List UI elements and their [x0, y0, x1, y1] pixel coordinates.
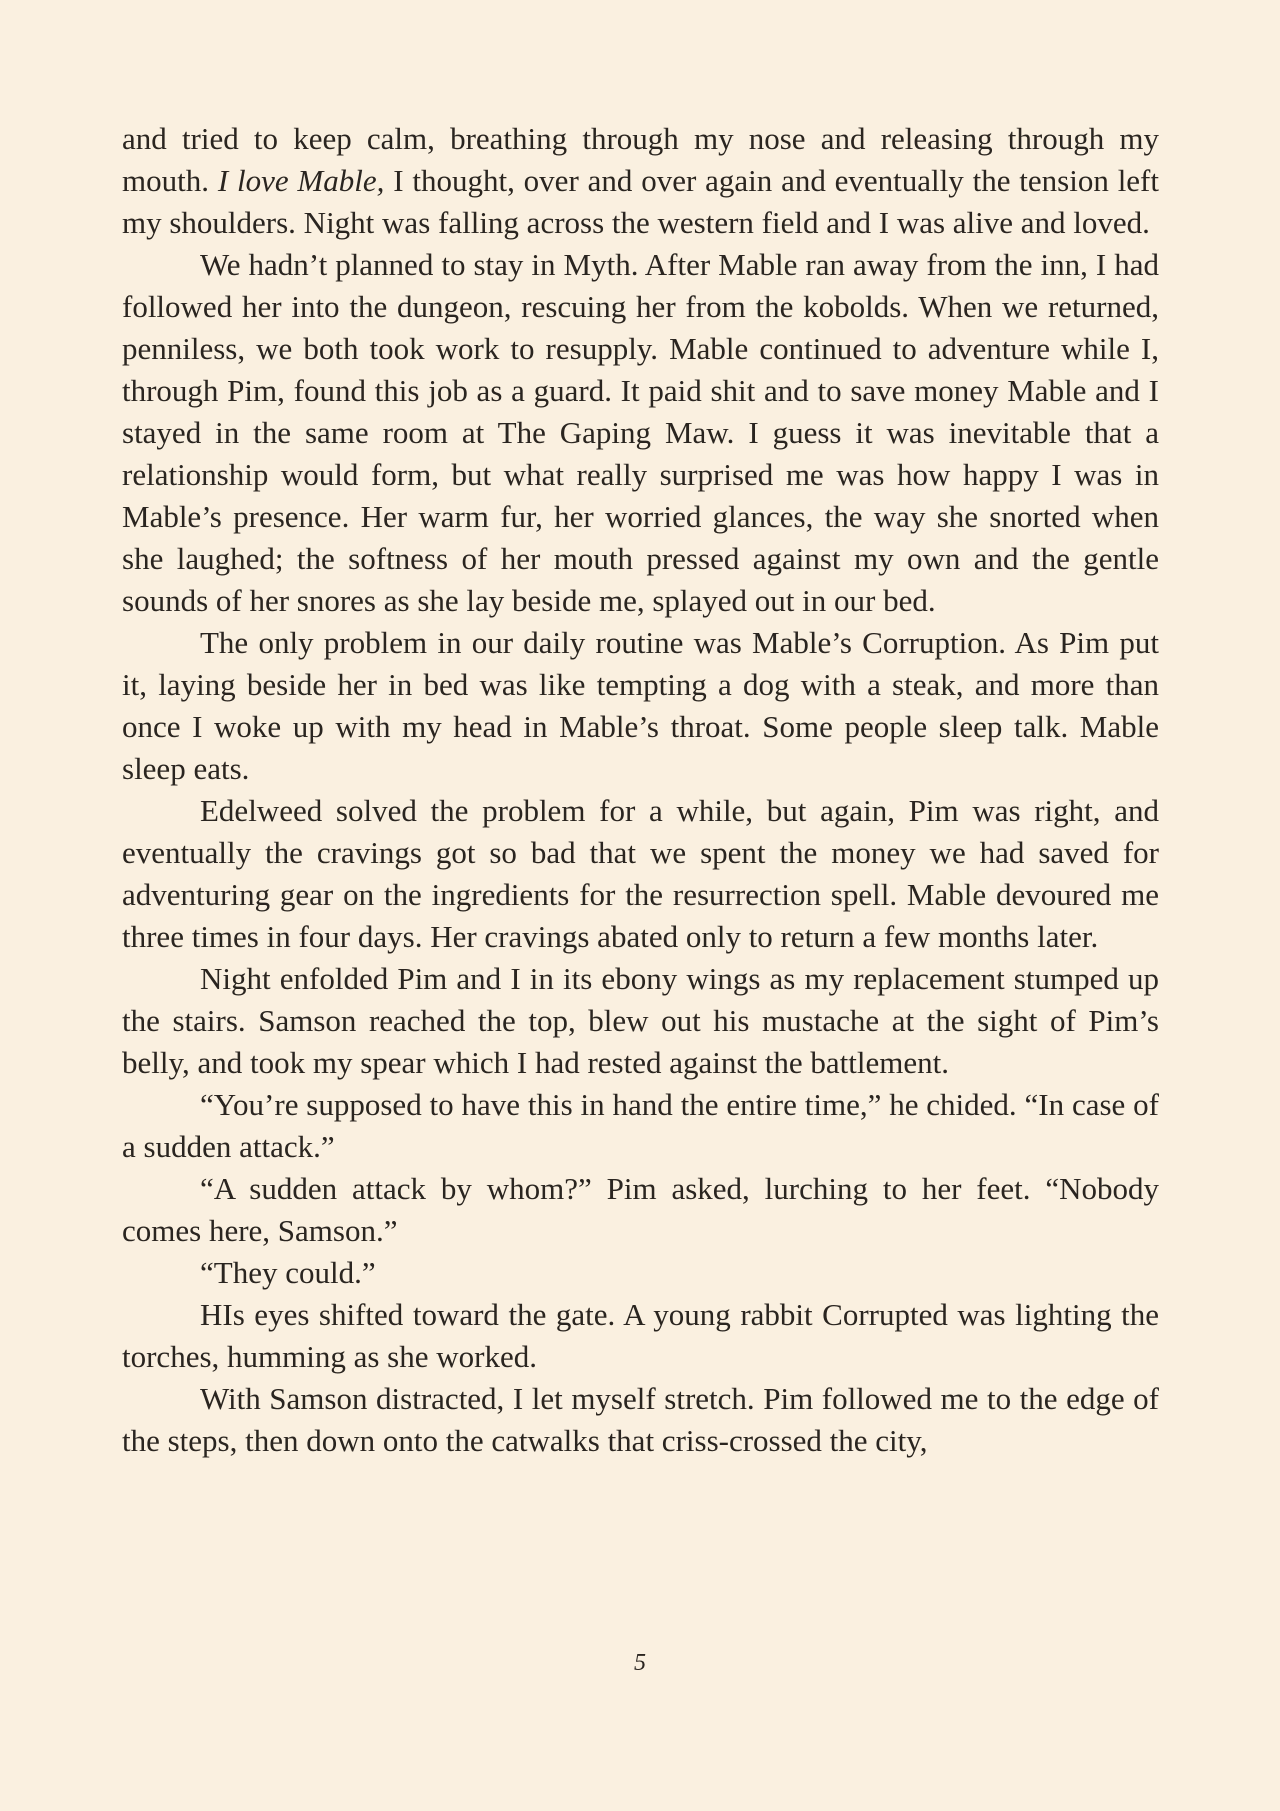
paragraph-text: Night enfolded Pim and I in its ebony wings as my replacement stumped up the stairs. Samson reached the top, blew out his mustache at the sight of Pim’s belly, and took my spear which I had rested against the battlement. [122, 961, 1159, 1080]
paragraph [122, 790, 1159, 958]
paragraph-text: I thought, over and over again and eventually the tension left my shoulders. Night was falling across the western field and I was alive and loved. [122, 163, 1159, 240]
body-text [122, 118, 1159, 1462]
paragraph [122, 1378, 1159, 1462]
paragraph [122, 1168, 1159, 1252]
paragraph-text: HIs eyes shifted toward the gate. A young rabbit Corrupted was lighting the torches, humming as she worked. [122, 1297, 1159, 1374]
page-number: 5 [634, 1650, 646, 1676]
paragraph [122, 244, 1159, 622]
paragraph-text: We hadn’t planned to stay in Myth. After Mable ran away from the inn, I had followed her into the dungeon, rescuing her from the kobolds. When we returned, penniless, we both took work to resupply. Mable continued to adventure while I, through Pim, found this job as a guard. It paid shit and to save money Mable and I stayed in the same room at The Gaping Maw. I guess it was inevitable that a relationship would form, but what really surprised me was how happy I was in Mable’s presence. Her warm fur, her worried glances, the way she snorted when she laughed; the softness of her mouth pressed against my own and the gentle sounds of her snores as she lay beside me, splayed out in our bed. [122, 247, 1159, 618]
paragraph-text: With Samson distracted, I let myself stretch. Pim followed me to the edge of the steps, then down onto the catwalks that criss-crossed the city, [122, 1381, 1159, 1458]
paragraph [122, 1084, 1159, 1168]
paragraph [122, 958, 1159, 1084]
paragraph [122, 1252, 1159, 1294]
paragraph [122, 118, 1159, 244]
paragraph-text: “You’re supposed to have this in hand the entire time,” he chided. “In case of a sudden attack.” [122, 1087, 1159, 1164]
paragraph-text: The only problem in our daily routine was Mable’s Corruption. As Pim put it, laying beside her in bed was like tempting a dog with a steak, and more than once I woke up with my head in Mable’s throat. Some people sleep talk. Mable sleep eats. [122, 625, 1159, 786]
emphasized-text: I love Mable, [217, 163, 385, 198]
paragraph-text: and tried to keep calm, breathing through my nose and releasing through my mouth. [122, 121, 1159, 198]
paragraph-text: “They could.” [200, 1255, 376, 1290]
paragraph [122, 622, 1159, 790]
paragraph-text: Edelweed solved the problem for a while, but again, Pim was right, and eventually the cravings got so bad that we spent the money we had saved for adventuring gear on the ingredients for the resurrection spell. Mable devoured me three times in four days. Her cravings abated only to return a few months later. [122, 793, 1159, 954]
paragraph-text: “A sudden attack by whom?” Pim asked, lurching to her feet. “Nobody comes here, Samson.” [122, 1171, 1159, 1248]
paragraph [122, 1294, 1159, 1378]
